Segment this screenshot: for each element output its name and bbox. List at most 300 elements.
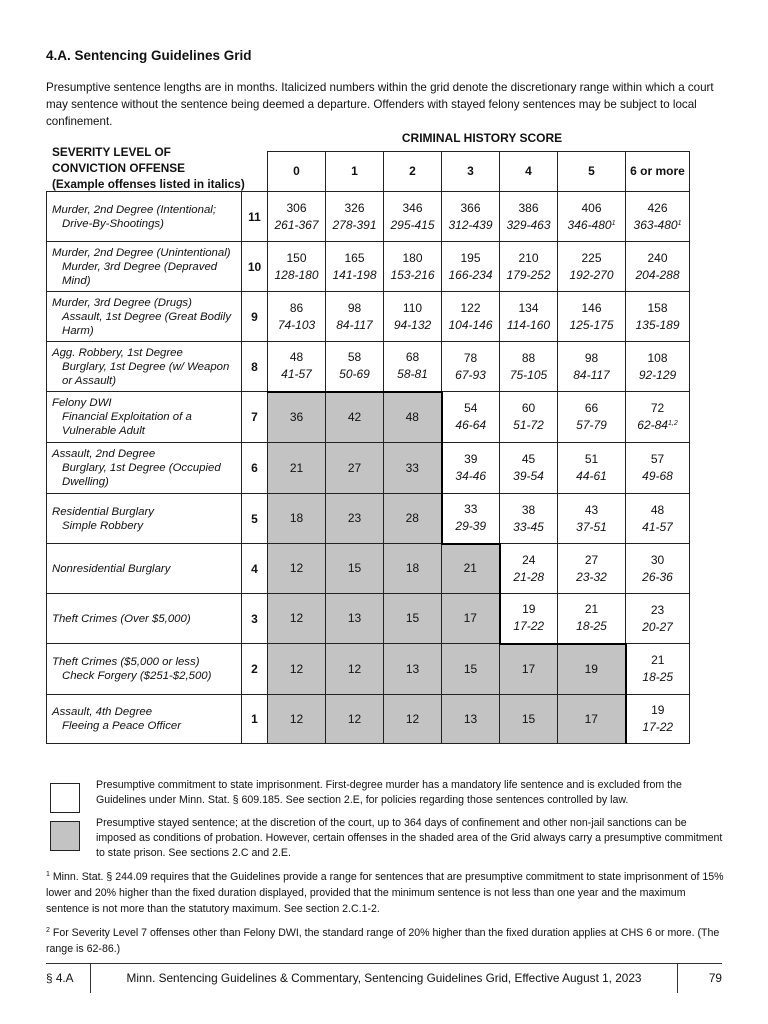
sentence-cell — [442, 544, 500, 594]
footer-page-number: 79 — [708, 971, 722, 985]
offense-examples — [47, 342, 242, 392]
range-text: 114-160 — [506, 317, 551, 332]
discretionary-range — [558, 618, 625, 635]
severity-level: 4 — [242, 544, 268, 594]
offense-line: Simple Robbery — [62, 519, 144, 532]
chs-column-header: 5 — [558, 152, 626, 192]
fixed-duration: 38 — [521, 502, 536, 517]
range-text: 75-105 — [509, 367, 548, 382]
sentence-cell — [326, 695, 384, 744]
offense-examples — [47, 594, 242, 644]
fixed-duration: 15 — [347, 561, 362, 575]
offense-line: or Assault) — [62, 374, 117, 387]
severity-header-line: CONVICTION OFFENSE — [52, 161, 186, 175]
fixed-duration: 58 — [347, 350, 362, 365]
fixed-duration: 30 — [650, 552, 665, 567]
fixed-duration: 48 — [405, 409, 419, 424]
range-text: 41-57 — [642, 519, 673, 534]
fixed-duration: 48 — [289, 350, 304, 365]
fixed-duration: 158 — [647, 300, 668, 315]
fixed-duration: 12 — [347, 661, 362, 676]
discretionary-range — [326, 217, 383, 234]
offense-line: Murder, 3rd Degree (Drugs) — [52, 296, 192, 309]
offense-line: Assault, 2nd Degree — [52, 448, 156, 460]
offense-line: Burglary, 1st Degree (w/ Weapon — [62, 360, 230, 373]
offense-line: Theft Crimes (Over $5,000) — [52, 612, 191, 625]
discretionary-range — [558, 267, 625, 284]
discretionary-range — [384, 317, 441, 334]
chs-column-header: 3 — [442, 152, 500, 192]
sentence-cell — [442, 443, 500, 494]
fixed-duration: 24 — [522, 552, 536, 567]
offense-examples — [47, 192, 242, 242]
sentence-cell — [558, 392, 626, 443]
fixed-duration: 12 — [405, 711, 420, 726]
sentence-cell — [384, 594, 442, 644]
sentence-cell — [384, 494, 442, 544]
sentence-cell — [384, 392, 442, 443]
grid-row — [47, 443, 690, 494]
fixed-duration: 386 — [518, 200, 539, 215]
discretionary-range — [558, 569, 625, 586]
range-text: 62-84 — [637, 418, 668, 432]
sentence-cell — [326, 192, 384, 242]
legend-swatch-stayed — [50, 821, 80, 851]
offense-line: Assault, 4th Degree — [52, 706, 153, 718]
discretionary-range — [627, 669, 690, 686]
footnote-mark: 1 — [46, 871, 50, 878]
offense-line: Harm) — [62, 324, 94, 337]
fixed-duration: 19 — [651, 703, 665, 717]
range-text: 128-180 — [274, 267, 319, 282]
offense-examples — [47, 494, 242, 544]
range-text: 50-69 — [339, 367, 370, 382]
discretionary-range — [558, 417, 625, 434]
sentence-cell — [442, 644, 500, 695]
fixed-duration: 86 — [289, 300, 304, 315]
range-text: 26-36 — [642, 569, 673, 584]
fixed-duration: 150 — [286, 250, 307, 265]
range-text: 329-463 — [506, 217, 551, 232]
offense-line: Murder, 2nd Degree (Unintentional) — [52, 246, 231, 259]
severity-level: 1 — [242, 695, 268, 744]
fixed-duration: 48 — [650, 502, 665, 517]
sentence-cell — [326, 292, 384, 342]
fixed-duration: 66 — [584, 401, 599, 415]
severity-level: 8 — [242, 342, 268, 392]
legend-stayed-text: Presumptive stayed sentence; at the discretion of the court, up to 364 days of confinement and other non-jail sanctions can be imposed as conditions of probation. However, certain offenses in the shaded area of the Grid always carry a presumptive commitment to state prison. See sections 2.C and 2.E. — [96, 817, 723, 859]
sentence-cell — [268, 544, 326, 594]
page-heading: 4.A. Sentencing Guidelines Grid — [46, 48, 252, 63]
fixed-duration: 39 — [464, 452, 478, 466]
offense-line: Check Forgery ($251-$2,500) — [62, 670, 212, 682]
sentence-cell — [500, 494, 558, 544]
discretionary-range — [500, 468, 557, 485]
fixed-duration: 60 — [521, 401, 536, 415]
fixed-duration: 225 — [581, 250, 602, 265]
discretionary-range — [443, 468, 500, 485]
discretionary-range — [626, 367, 689, 384]
offense-line: Felony DWI — [52, 397, 112, 409]
footnote-text: Minn. Stat. § 244.09 requires that the Guidelines provide a range for sentences that are presumptive commitment to state imprisonment of 15% lower and 20% higher than the fixed duration displayed, provided that the minimum sentence is not less than one year and the maximum sentence is not more than the statutory maximum. See section 2.C.1-2. — [46, 871, 724, 915]
range-text: 58-81 — [397, 367, 428, 382]
footnote-ref: 1 — [677, 219, 682, 227]
fixed-duration: 23 — [347, 511, 362, 525]
sentence-cell — [500, 192, 558, 242]
discretionary-range — [500, 417, 557, 434]
sentence-cell — [626, 594, 690, 644]
discretionary-range — [326, 366, 383, 383]
fixed-duration: 23 — [650, 602, 665, 617]
range-text: 135-189 — [635, 317, 680, 332]
sentence-cell — [626, 443, 690, 494]
sentence-cell — [268, 292, 326, 342]
fixed-duration: 21 — [289, 460, 304, 475]
sentence-cell — [384, 242, 442, 292]
sentence-cell — [442, 494, 500, 544]
fixed-duration: 21 — [584, 602, 599, 617]
fixed-duration: 72 — [650, 401, 665, 415]
sentence-cell — [268, 342, 326, 392]
offense-line: Dwelling) — [62, 476, 109, 488]
range-text: 153-216 — [390, 267, 435, 282]
discretionary-range — [626, 317, 689, 334]
sentence-cell — [626, 544, 690, 594]
grid-row — [47, 695, 690, 744]
fixed-duration: 18 — [289, 511, 304, 525]
offense-line: Residential Burglary — [52, 505, 154, 518]
legend-commitment-text: Presumptive commitment to state imprisonment. First-degree murder has a mandatory life sentence and is excluded from the Guidelines under Minn. Stat. § 609.185. See section 2.E, for policies regarding those sentences controlled by law. — [96, 779, 682, 806]
offense-examples — [47, 544, 242, 594]
footer-divider — [90, 963, 91, 993]
sentence-cell — [558, 192, 626, 242]
severity-level: 10 — [242, 242, 268, 292]
fixed-duration: 19 — [584, 661, 598, 676]
range-text: 84-117 — [336, 317, 373, 332]
range-text: 179-252 — [506, 267, 551, 282]
sentence-cell — [558, 544, 626, 594]
offense-line: Mind) — [62, 274, 91, 287]
range-text: 23-32 — [576, 569, 607, 584]
range-text: 18-25 — [576, 619, 607, 634]
sentence-cell — [326, 242, 384, 292]
fixed-duration: 366 — [460, 200, 481, 215]
fixed-duration: 78 — [463, 350, 478, 365]
discretionary-range — [500, 367, 557, 384]
sentence-cell — [268, 242, 326, 292]
severity-level: 5 — [242, 494, 268, 544]
sentence-cell — [268, 392, 326, 443]
range-text: 33-45 — [513, 519, 544, 534]
sentence-cell — [326, 544, 384, 594]
fixed-duration: 21 — [463, 561, 477, 576]
footnote-2 — [46, 925, 728, 957]
sentence-cell — [558, 494, 626, 544]
discretionary-range — [500, 519, 557, 536]
sentence-cell — [326, 342, 384, 392]
range-text: 363-480 — [633, 217, 678, 232]
discretionary-range — [500, 317, 557, 334]
sentence-cell — [442, 392, 500, 443]
sentence-cell — [500, 242, 558, 292]
discretionary-range — [443, 417, 500, 434]
range-text: 204-288 — [635, 267, 680, 282]
legend-swatch-commitment — [50, 783, 80, 813]
offense-line: Theft Crimes ($5,000 or less) — [52, 656, 200, 668]
grid-row — [47, 242, 690, 292]
fixed-duration: 36 — [289, 409, 304, 424]
fixed-duration: 12 — [289, 611, 304, 625]
fixed-duration: 180 — [402, 250, 423, 265]
sentence-cell — [500, 544, 558, 594]
sentence-cell — [442, 242, 500, 292]
fixed-duration: 210 — [518, 250, 539, 265]
discretionary-range — [384, 267, 441, 284]
fixed-duration: 346 — [402, 200, 423, 215]
discretionary-range — [442, 217, 499, 234]
footnote-ref: 1,2 — [667, 420, 678, 427]
fixed-duration: 33 — [405, 460, 419, 475]
discretionary-range — [268, 217, 325, 234]
sentence-cell — [384, 695, 442, 744]
discretionary-range — [443, 518, 500, 535]
fixed-duration: 45 — [521, 452, 536, 466]
offense-examples — [47, 695, 242, 744]
discretionary-range — [500, 267, 557, 284]
sentence-cell — [500, 443, 558, 494]
fixed-duration: 110 — [402, 300, 423, 315]
fixed-duration: 12 — [289, 711, 304, 726]
sentence-cell — [500, 292, 558, 342]
fixed-duration: 43 — [584, 502, 599, 517]
range-text: 44-61 — [576, 469, 607, 483]
grid-corner — [47, 152, 268, 192]
sentence-cell — [558, 443, 626, 494]
discretionary-range — [626, 417, 689, 434]
severity-header-line: SEVERITY LEVEL OF — [52, 145, 171, 159]
severity-level: 2 — [242, 644, 268, 695]
fixed-duration: 27 — [347, 460, 362, 475]
offense-line: Murder, 2nd Degree (Intentional; — [52, 203, 216, 216]
fixed-duration: 108 — [647, 350, 668, 365]
sentence-cell — [384, 443, 442, 494]
sentence-cell — [384, 644, 442, 695]
discretionary-range — [500, 217, 557, 234]
sentence-cell — [268, 594, 326, 644]
fixed-duration: 165 — [344, 250, 365, 265]
discretionary-range — [626, 267, 689, 284]
discretionary-range — [558, 217, 625, 234]
discretionary-range — [384, 217, 441, 234]
range-text: 125-175 — [569, 317, 614, 332]
intro-paragraph: Presumptive sentence lengths are in months. Italicized numbers within the grid denote the discretionary range within which a court may sentence without the sentence being deemed a departure. Offenders with stayed felony sentences may be subject to local confinement. — [46, 81, 714, 128]
grid-row — [47, 544, 690, 594]
fixed-duration: 12 — [289, 661, 304, 676]
sentence-cell — [558, 695, 626, 744]
offense-line: Financial Exploitation of a — [62, 411, 192, 423]
offense-examples — [47, 292, 242, 342]
fixed-duration: 15 — [521, 711, 536, 726]
range-text: 67-93 — [455, 367, 486, 382]
offense-examples — [47, 392, 242, 443]
sentence-cell — [384, 544, 442, 594]
discretionary-range — [501, 618, 558, 635]
discretionary-range — [268, 366, 325, 383]
range-text: 49-68 — [642, 469, 673, 483]
grid-row — [47, 494, 690, 544]
fixed-duration: 21 — [651, 653, 665, 667]
grid-row — [47, 342, 690, 392]
sentence-cell — [268, 695, 326, 744]
discretionary-range — [442, 317, 499, 334]
fixed-duration: 406 — [581, 200, 602, 215]
range-text: 94-132 — [393, 317, 432, 332]
range-text: 51-72 — [513, 418, 544, 432]
sentence-cell — [626, 342, 690, 392]
sentence-cell — [384, 192, 442, 242]
offense-line: Fleeing a Peace Officer — [62, 720, 182, 732]
sentence-cell — [442, 695, 500, 744]
range-text: 39-54 — [513, 469, 544, 483]
sentence-cell — [558, 644, 626, 695]
fixed-duration: 13 — [347, 611, 362, 625]
fixed-duration: 17 — [463, 611, 477, 625]
range-text: 261-367 — [274, 217, 319, 232]
discretionary-range — [501, 569, 558, 586]
discretionary-range — [442, 267, 499, 284]
chs-column-header: 4 — [500, 152, 558, 192]
sentence-cell — [500, 644, 558, 695]
range-text: 346-480 — [567, 217, 612, 232]
chs-column-header: 1 — [326, 152, 384, 192]
sentence-cell — [268, 192, 326, 242]
sentence-cell — [558, 242, 626, 292]
discretionary-range — [558, 468, 625, 485]
grid-row — [47, 192, 690, 242]
chs-column-header: 0 — [268, 152, 326, 192]
sentence-cell — [442, 292, 500, 342]
range-text: 104-146 — [448, 317, 493, 332]
footer-rule — [46, 963, 722, 964]
discretionary-range — [558, 317, 625, 334]
severity-level: 3 — [242, 594, 268, 644]
sentence-cell — [384, 292, 442, 342]
offense-line: Nonresidential Burglary — [52, 562, 171, 575]
discretionary-range — [626, 217, 689, 234]
fixed-duration: 88 — [521, 350, 536, 365]
footnote-mark: 2 — [46, 927, 50, 934]
range-text: 84-117 — [573, 367, 610, 382]
range-text: 21-28 — [513, 569, 545, 584]
discretionary-range — [626, 468, 689, 485]
offense-examples — [47, 242, 242, 292]
chs-column-header: 2 — [384, 152, 442, 192]
sentence-cell — [626, 292, 690, 342]
grid-row — [47, 644, 690, 695]
chs-column-header: 6 or more — [626, 152, 690, 192]
footnote-ref: 1 — [611, 219, 616, 227]
footer-section-label: § 4.A — [46, 971, 74, 985]
offense-line: Assault, 1st Degree (Great Bodily — [62, 310, 232, 323]
footer-title: Minn. Sentencing Guidelines & Commentary, Sentencing Guidelines Grid, Effective August 1, 2023 — [126, 971, 642, 985]
range-text: 18-25 — [642, 670, 674, 684]
sentence-cell — [626, 644, 690, 695]
fixed-duration: 51 — [584, 452, 599, 466]
fixed-duration: 17 — [584, 711, 598, 726]
sentence-cell — [384, 342, 442, 392]
fixed-duration: 195 — [460, 250, 481, 265]
offense-line: Drive-By-Shootings) — [62, 217, 164, 230]
range-text: 295-415 — [390, 217, 435, 232]
offense-line: Vulnerable Adult — [62, 425, 145, 437]
discretionary-range — [268, 267, 325, 284]
grid-row — [47, 292, 690, 342]
fixed-duration: 122 — [460, 300, 481, 315]
discretionary-range — [326, 267, 383, 284]
range-text: 41-57 — [281, 367, 312, 382]
fixed-duration: 19 — [522, 602, 536, 617]
severity-header-line: (Example offenses listed in italics) — [52, 177, 245, 191]
sentence-cell — [558, 292, 626, 342]
range-text: 141-198 — [332, 267, 377, 282]
sentence-cell — [326, 392, 384, 443]
range-text: 312-439 — [448, 217, 493, 232]
discretionary-range — [626, 569, 689, 586]
range-text: 20-27 — [642, 619, 673, 634]
severity-level: 11 — [242, 192, 268, 242]
offense-line: Agg. Robbery, 1st Degree — [52, 346, 183, 359]
discretionary-range — [326, 317, 383, 334]
fixed-duration: 42 — [347, 409, 362, 424]
offense-examples — [47, 443, 242, 494]
fixed-duration: 98 — [584, 350, 599, 365]
sentence-cell — [442, 594, 500, 644]
sentence-cell — [500, 594, 558, 644]
range-text: 29-39 — [455, 519, 487, 534]
fixed-duration: 28 — [405, 511, 419, 525]
discretionary-range — [558, 367, 625, 384]
range-text: 57-79 — [576, 418, 607, 432]
sentence-cell — [326, 494, 384, 544]
fixed-duration: 426 — [647, 200, 668, 215]
range-text: 278-391 — [332, 217, 377, 232]
fixed-duration: 54 — [464, 401, 478, 415]
discretionary-range — [627, 719, 690, 736]
range-text: 17-22 — [513, 619, 545, 634]
range-text: 192-270 — [569, 267, 614, 282]
sentence-cell — [500, 695, 558, 744]
fixed-duration: 240 — [647, 250, 668, 265]
discretionary-range — [384, 366, 441, 383]
severity-level: 9 — [242, 292, 268, 342]
fixed-duration: 12 — [289, 561, 304, 575]
footnote-1 — [46, 869, 728, 917]
sentence-cell — [268, 644, 326, 695]
footnote-text: For Severity Level 7 offenses other than Felony DWI, the standard range of 20% higher than the fixed duration applies at CHS 6 or more. (The range is 62-86.) — [46, 927, 720, 955]
fixed-duration: 146 — [581, 300, 602, 315]
sentence-cell — [626, 494, 690, 544]
sentence-cell — [500, 392, 558, 443]
fixed-duration: 15 — [463, 661, 478, 676]
range-text: 74-103 — [277, 317, 316, 332]
offense-line: Burglary, 1st Degree (Occupied — [62, 462, 221, 474]
range-text: 46-64 — [455, 418, 487, 432]
range-text: 92-129 — [638, 367, 677, 382]
fixed-duration: 326 — [344, 200, 365, 215]
sentence-cell — [626, 392, 690, 443]
fixed-duration: 68 — [405, 350, 420, 365]
offense-examples — [47, 644, 242, 695]
